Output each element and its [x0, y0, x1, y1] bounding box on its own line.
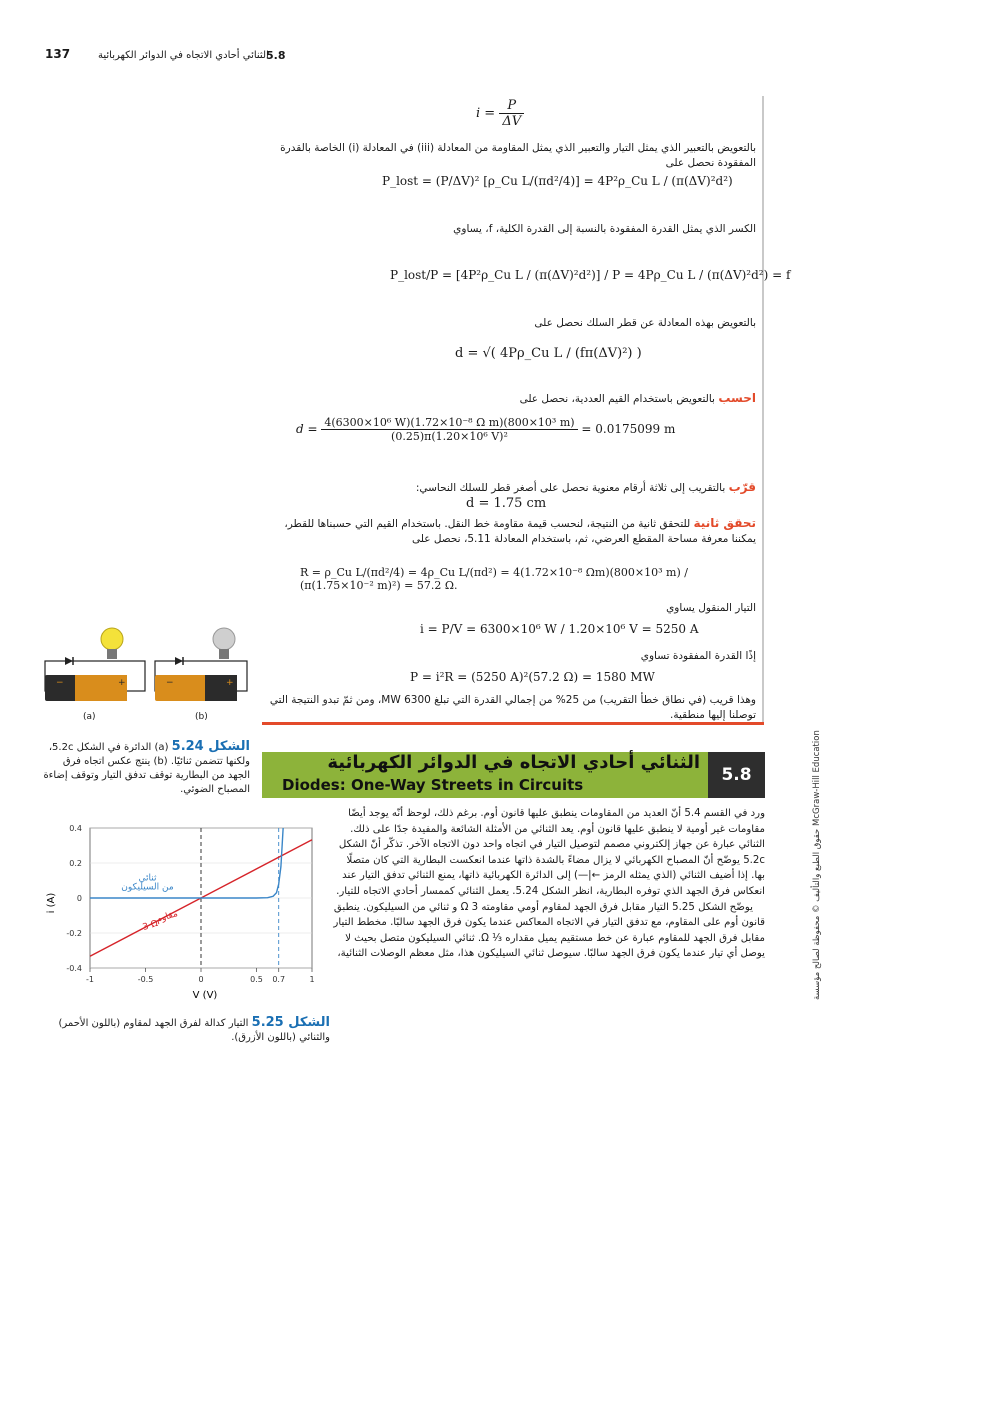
circuit-a: [45, 628, 145, 701]
section-body: [330, 806, 765, 962]
calc-label: احسب: [718, 391, 756, 405]
diode-a-icon: [65, 657, 73, 665]
y-axis-title: i (A): [46, 892, 57, 914]
check-label: تحقق ثانية: [693, 516, 756, 530]
figure-5-24: [40, 625, 250, 725]
calc-text: بالتعويض باستخدام القيم العددية، نحصل على: [519, 393, 715, 405]
x-axis-title: V (V): [192, 990, 218, 1001]
x-tick-label: -0.5: [137, 975, 154, 984]
equation-power-lost: P_lost = (P/ΔV)² [ρ_Cu L/(πd²/4)] = 4P²ρ_Cu L / (π(ΔV)²d²): [382, 174, 733, 188]
paragraph-current: التيار المنقول يساوي: [666, 602, 756, 614]
equation-transmitted-current: i = P/V = 6300×10⁶ W / 1.20×10⁶ V = 5250 A: [420, 622, 699, 636]
y-tick-label: -0.2: [66, 929, 82, 938]
x-tick-label: -1: [86, 975, 94, 984]
paragraph-diameter: بالتعويض بهذه المعادلة عن قطر السلك نحصل على: [534, 317, 756, 329]
x-tick-label: 0.7: [272, 975, 286, 984]
diode-annotation-line2: من السيليكون: [121, 882, 174, 893]
running-section-number: 5.8: [266, 49, 286, 62]
figure-5-25-caption: [40, 1016, 330, 1045]
figure-5-25-chart: [40, 818, 330, 1008]
check-step: [262, 516, 756, 547]
check-text: للتحقق ثانية من النتيجة، لنحسب قيمة مقاومة خط النقل. باستخدام القيم التي حسبناها للقطر، يمكننا معرفة مساحة المقطع العرضي، ثم، باستخدام المعادلة 5.11، نحصل على: [284, 518, 756, 545]
section-number-box: 5.8: [708, 752, 765, 798]
section-paragraph-1: ورد في القسم 5.4 أنّ العديد من المقاومات ينطبق عليها قانون أوم. برغم ذلك، لوحظ أنّه يوجد أيضًا مقاومات غير أومية لا ينطبق عليها قانون أوم. يعد الثنائي من الأمثلة الشائعة والمفيدة جدًا على ذلك. الثنائي عبارة عن جهاز إلكتروني مصمم لتوصيل التيار في اتجاه واحد دون الاتجاه الآخر. تذكّر أنّ الشكل 5.2c يوضّح أنّ المصباح الكهربائي لا يزال مضاءً بالشدة ذاتها عندما انعكست البطارية التي كان متصلًا بها. إذا أضيف الثنائي (الذي يمثله الرمز ←|—) إلى الدائرة الكهربائية ذاتها، يمنع الثنائي تدفق التيار عند انعكاس فرق الجهد الذي توفره البطارية، انظر الشكل 5.24. يعمل الثنائي كممسار أحادي الاتجاه للتيار.: [336, 808, 765, 897]
figure-5-24-caption: [40, 740, 250, 797]
running-title: الثنائي أحادي الاتجاه في الدوائر الكهربائية: [98, 50, 269, 61]
diode-annotation-line1: ثنائي: [138, 873, 157, 884]
figure-5-24-text: (a) الدائرة في الشكل 5.2c، ولكنها تتضمن ثنائيًا. (b) ينتج عكس اتجاه فرق الجهد من البطارية توقف تدفق التيار وتوقف إضاءة المصباح الضوئي.: [43, 742, 250, 795]
x-tick-label: 1: [309, 975, 315, 984]
calc-numerator: 4(6300×10⁶ W)(1.72×10⁻⁸ Ω m)(800×10³ m): [321, 416, 577, 430]
circuit-b: [155, 628, 247, 701]
y-tick-label: -0.4: [66, 964, 82, 973]
battery-b-plus: +: [226, 678, 234, 688]
figure-label-b: (b): [195, 712, 208, 722]
figure-label-a: (a): [83, 712, 96, 722]
equation-resistance: R = ρ_Cu L/(πd²/4) = 4ρ_Cu L/(πd²) = 4(1.72×10⁻⁸ Ωm)(800×10³ m) / (π(1.75×10⁻² m)²) = 57.2 Ω.: [300, 566, 688, 592]
figure-5-25-text: التيار كدالة لفرق الجهد لمقاوم (باللون الأحمر) والثنائي (باللون الأزرق).: [58, 1018, 330, 1043]
round-text: بالتقريب إلى ثلاثة أرقام معنوية نحصل على أصغر قطر للسلك النحاسي:: [415, 482, 726, 494]
x-tick-label: 0.5: [250, 975, 263, 984]
paragraph-conclusion: وهذا قريب (في نطاق خطأ التقريب) من 25% من إجمالي القدرة التي تبلغ 6300 MW، ومن ثمّ تبدو النتيجة التي توصلنا إليها منطقية.: [269, 694, 756, 721]
section-title-ar: الثنائي أحادي الاتجاه في الدوائر الكهربائية: [327, 752, 700, 773]
battery-a-plus: +: [118, 678, 126, 688]
figure-5-24-label: الشكل 5.24: [171, 739, 250, 754]
diode-b-icon: [175, 657, 183, 665]
bulb-lit-icon: [101, 628, 123, 650]
round-label: قرّب: [728, 480, 756, 494]
resistor-annotation-label: مقاوم: [155, 908, 180, 926]
equation-diameter: d = √( 4Pρ_Cu L / (fπ(ΔV)²) ): [455, 346, 642, 361]
x-tick-label: 0: [198, 975, 204, 984]
section-paragraph-2: يوضّح الشكل 5.25 التيار مقابل فرق الجهد لمقاوم أومي مقاومته 3 Ω و ثنائي من السيليكون. ينطبق قانون أوم على المقاوم، مع تدفق التيار في الاتجاه المعاكس عندما يكون فرق الجهد سالبًا. مخطط التيار مقابل فرق الجهد للمقاوم عبارة عن خط مستقيم يميل مقداره ⅓ Ω. ثنائي السيليكون متصل بحيث لا يوصل أي تيار عندما يكون فرق الجهد سالبًا. سيوصل ثنائي السيليكون هذا، مثل معظم الوصلات الثنائية،: [333, 901, 765, 960]
y-tick-label: 0: [76, 894, 82, 903]
example-border: [762, 96, 764, 723]
equation-current: i = $\frac{P}{\Delta V}$: [476, 98, 524, 129]
equation-rounded: d = 1.75 cm: [466, 496, 547, 511]
section-title-en: Diodes: One-Way Streets in Circuits: [282, 776, 584, 794]
equation-calc: d = $\frac{\text{4(6300×10⁶ W)(1.72×10⁻⁸ Ω m)(800×10³ m)}}{\text{(0.25)π(1.20×10⁶ V)²}}$ = 0.0175099 m: [296, 416, 676, 443]
calc-denominator: (0.25)π(1.20×10⁶ V)²: [391, 430, 508, 443]
equation-power-lost-value: P = i²R = (5250 A)²(57.2 Ω) = 1580 MW: [410, 670, 655, 684]
battery-b-minus: −: [166, 678, 174, 688]
calc-result: = 0.0175099 m: [581, 422, 676, 436]
y-tick-label: 0.2: [69, 859, 82, 868]
figure-5-25-label: الشكل 5.25: [251, 1015, 330, 1030]
paragraph-substitution: بالتعويض بالتعبير الذي يمثل التيار والتعبير الذي يمثل المقاومة من المعادلة (iii) في المعادلة (i) الخاصة بالقدرة المفقودة نحصل على: [280, 142, 756, 169]
resistor-annotation-value: 3 Ω: [141, 918, 160, 933]
paragraph-fraction: الكسر الذي يمثل القدرة المفقودة بالنسبة إلى القدرة الكلية، f، يساوي: [453, 223, 756, 235]
battery-a-minus: −: [56, 678, 64, 688]
page-number: 137: [45, 47, 71, 61]
calc-step: [262, 391, 756, 407]
round-step: [262, 480, 756, 496]
bulb-unlit-icon: [213, 628, 235, 650]
copyright-side-text: حقوق الطبع والتأليف © محفوظة لصالح مؤسسة McGraw-Hill Education: [812, 730, 822, 1000]
y-tick-label: 0.4: [69, 824, 82, 833]
equation-fraction: P_lost/P = [4P²ρ_Cu L / (π(ΔV)²d²)] / P = 4Pρ_Cu L / (π(ΔV)²d²) = f: [390, 268, 791, 282]
paragraph-power: إذًا القدرة المفقودة تساوي: [640, 650, 756, 662]
